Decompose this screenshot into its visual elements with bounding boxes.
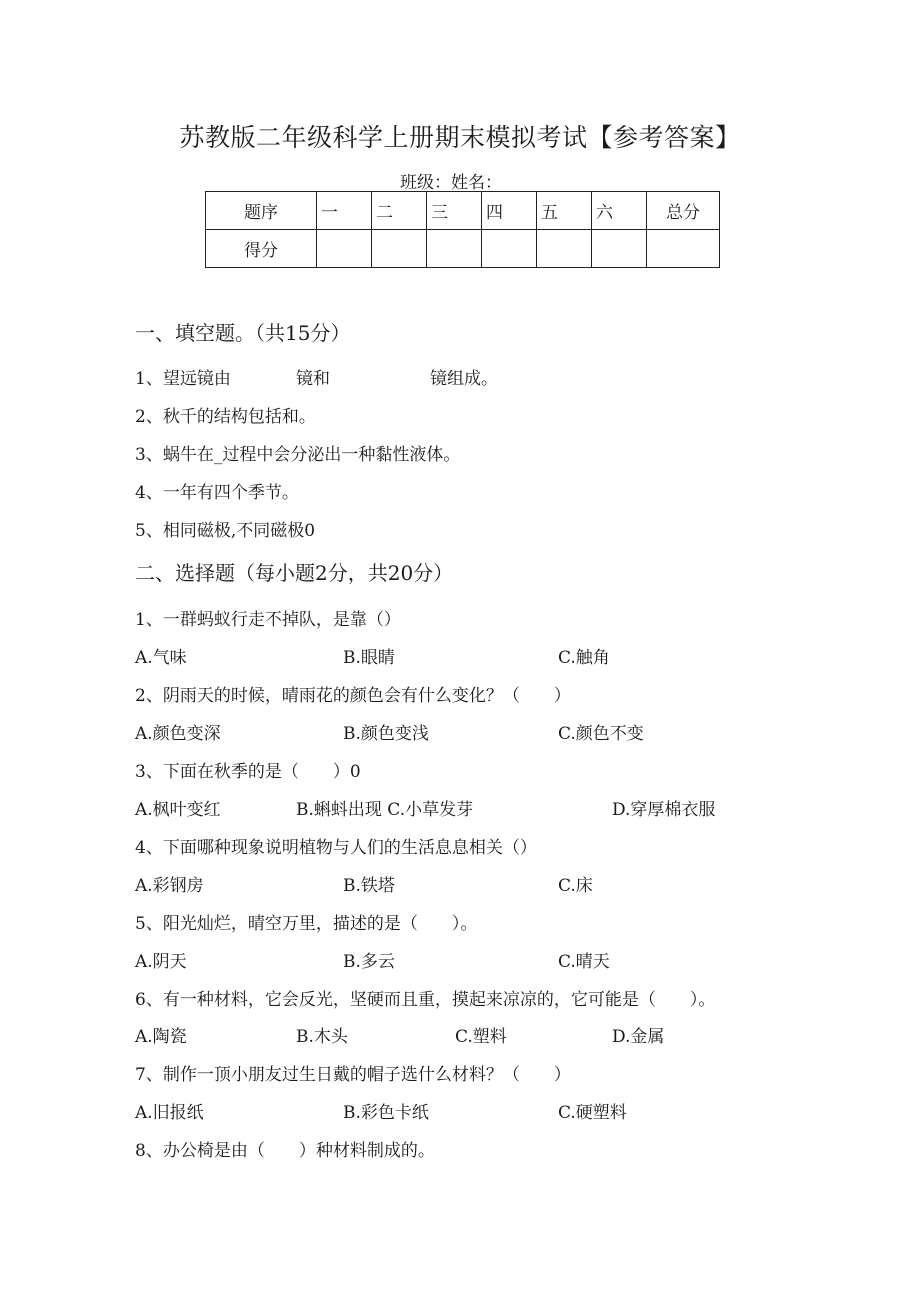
question-text: 4、一年有四个季节。 — [135, 483, 299, 503]
option-c[interactable]: C.塑料 — [455, 1027, 507, 1047]
score-table-cell: 四 — [482, 192, 537, 230]
score-input-cell[interactable] — [372, 230, 427, 268]
score-input-cell[interactable] — [482, 230, 537, 268]
question-text: 7、制作一顶小朋友过生日戴的帽子选什么材料？（ ） — [135, 1065, 571, 1085]
option-a[interactable]: A.枫叶变红 — [135, 800, 221, 820]
score-table-cell: 五 — [537, 192, 592, 230]
option-c[interactable]: C.晴天 — [558, 952, 610, 972]
question-text: 5、阳光灿烂，晴空万里，描述的是（ ）。 — [135, 914, 478, 934]
score-table-header-row — [206, 192, 720, 230]
question-text: 6、有一种材料，它会反光，坚硬而且重，摸起来凉凉的，它可能是（ ）。 — [135, 990, 716, 1010]
option-c[interactable]: C.触角 — [558, 648, 610, 668]
option-a[interactable]: A.气味 — [135, 648, 187, 668]
exam-title: 苏教版二年级科学上册期末模拟考试【参考答案】 — [179, 123, 741, 152]
option-a[interactable]: A.颜色变深 — [135, 724, 221, 744]
question-text: 1、一群蚂蚁行走不掉队，是靠（） — [135, 610, 401, 630]
option-a[interactable]: A.旧报纸 — [135, 1103, 204, 1123]
option-b[interactable]: B.木头 — [296, 1027, 348, 1047]
score-input-cell[interactable] — [317, 230, 372, 268]
score-table-cell: 题序 — [206, 192, 317, 230]
option-d[interactable]: D.穿厚棉衣服 — [612, 800, 716, 820]
option-a[interactable]: A.彩钢房 — [135, 876, 204, 896]
option-b[interactable]: B.彩色卡纸 — [343, 1103, 429, 1123]
option-b[interactable]: B.颜色变浅 — [343, 724, 429, 744]
class-name-line: 班级：姓名： — [400, 173, 502, 193]
option-c[interactable]: C.硬塑料 — [558, 1103, 627, 1123]
score-table-cell: 一 — [317, 192, 372, 230]
option-a[interactable]: A.阴天 — [135, 952, 187, 972]
question-text: 1、望远镜由 — [135, 369, 231, 389]
question-text: 4、下面哪种现象说明植物与人们的生活息息相关（） — [135, 838, 537, 858]
score-table-score-row — [206, 230, 720, 268]
score-table-cell: 得分 — [206, 230, 317, 268]
question-text: 3、下面在秋季的是（ ）0 — [135, 762, 361, 782]
score-table-cell: 三 — [427, 192, 482, 230]
option-d[interactable]: D.金属 — [612, 1027, 665, 1047]
question-text: 3、蜗牛在_过程中会分泌出一种黏性液体。 — [135, 445, 461, 465]
option-b[interactable]: B.多云 — [343, 952, 395, 972]
score-table-cell: 六 — [592, 192, 647, 230]
option-b[interactable]: B.铁塔 — [343, 876, 395, 896]
option-b[interactable]: B.蝌蚪出现 C.小草发芽 — [296, 800, 474, 820]
question-text: 2、阴雨天的时候，晴雨花的颜色会有什么变化？（ ） — [135, 686, 571, 706]
section-heading: 二、选择题（每小题2分，共20分） — [135, 561, 454, 585]
score-input-cell[interactable] — [427, 230, 482, 268]
question-text: 2、秋千的结构包括和。 — [135, 407, 316, 427]
score-input-cell[interactable] — [647, 230, 720, 268]
score-input-cell[interactable] — [537, 230, 592, 268]
option-c[interactable]: C.床 — [558, 876, 593, 896]
question-text: 镜和 — [296, 369, 330, 389]
section-heading: 一、填空题。（共15分） — [135, 321, 351, 345]
score-table-cell: 总分 — [647, 192, 720, 230]
score-table — [205, 191, 720, 268]
option-a[interactable]: A.陶瓷 — [135, 1027, 187, 1047]
score-input-cell[interactable] — [592, 230, 647, 268]
question-text: 5、相同磁极,不同磁极0 — [135, 521, 316, 541]
option-b[interactable]: B.眼睛 — [343, 648, 395, 668]
option-c[interactable]: C.颜色不变 — [558, 724, 644, 744]
question-text: 8、办公椅是由（ ）种材料制成的。 — [135, 1141, 435, 1161]
question-text: 镜组成。 — [430, 369, 498, 389]
score-table-cell: 二 — [372, 192, 427, 230]
